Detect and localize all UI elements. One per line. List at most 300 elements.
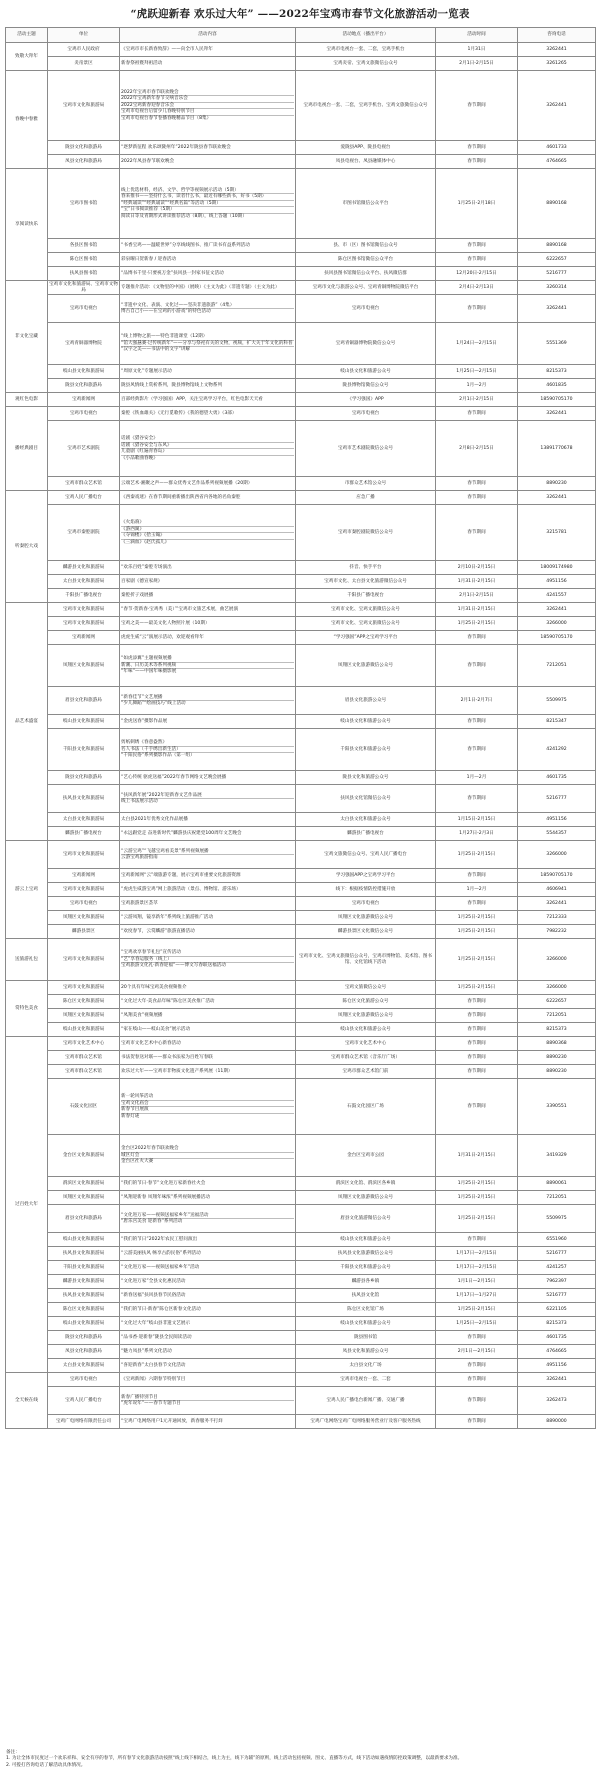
org-cell: 麟游县文化和旅游局 — [48, 561, 120, 575]
theme-cell: 过百姓大年 — [6, 1037, 48, 1373]
content-cell: “永远跟党走 奋进新时代”麟游县庆祝建党100周年文艺晚会 — [120, 827, 296, 841]
table-row — [6, 645, 596, 687]
content-line: 宝鸡市电视台春节卷播春晚精品节目（8集） — [121, 115, 212, 121]
org-cell: 岐山县文化和旅游局 — [48, 1233, 120, 1247]
table-row — [6, 925, 596, 939]
header-org: 单位 — [48, 28, 120, 43]
time-cell: 春节期间 — [436, 631, 518, 645]
table-row — [6, 1373, 596, 1387]
phone-cell: 18009174980 — [518, 561, 596, 575]
content-line: 新春灯谜 — [121, 1113, 140, 1119]
org-cell: 石鼓文化园区 — [48, 1079, 120, 1135]
content-cell — [120, 421, 296, 477]
table-row — [6, 631, 596, 645]
table-row — [6, 1051, 596, 1065]
time-cell: 1月25日-2月15日 — [436, 925, 518, 939]
place-cell: 岐山县文化和旅游公众号 — [296, 1233, 436, 1247]
table-row — [6, 1247, 596, 1261]
notes — [6, 1750, 594, 1769]
table-row — [6, 169, 596, 239]
content-line: 春来推书——坚持什么书，读者什么书，最近有哪些新书，好书（5期） — [121, 194, 294, 201]
table-row — [6, 869, 596, 883]
content-line: “宝”日书阅读推荐（5期） — [121, 207, 294, 214]
org-cell: 凤翔区文化和旅游局 — [48, 1009, 120, 1023]
notes-line-1: 1. 为让全体市民度过一个欢乐祥和、安全有序的春节，所有春节文化旅游活动按照“线上线下相结合，线上为主，线下为辅”的原则，线上活动包括视频、图文、直播等方式，线下活动如遇疫情防控政策调整，以最新要求为准。 — [6, 1756, 463, 1762]
content-line: “经典诵读”“经典诵读”“经典名篇”等活动（5期） — [121, 201, 294, 208]
place-cell: 千阳县文化和旅游公众号 — [296, 729, 436, 771]
org-cell: 宝鸡市群众艺术馆 — [48, 1051, 120, 1065]
time-cell: 春节期间 — [436, 1065, 518, 1079]
content-cell: “宝鸡广电网络用户1元开通回放，新春服务不打烊 — [120, 1415, 296, 1429]
time-cell: 1月25日-2月15日 — [436, 1177, 518, 1191]
phone-cell: 4241257 — [518, 1261, 596, 1275]
table-row — [6, 57, 596, 71]
theme-cell: 送旅游礼包 — [6, 939, 48, 981]
time-cell: 1月25日-2月15日 — [436, 1205, 518, 1233]
table-row — [6, 141, 596, 155]
place-cell: 太白县文化和旅游公众号 — [296, 813, 436, 827]
table-row — [6, 239, 596, 253]
content-cell: 宝鸡旅游景区荟萃 — [120, 897, 296, 911]
content-cell: “欢乐百姓”秦腔专场演出 — [120, 561, 296, 575]
content-cell — [120, 1387, 296, 1415]
place-cell: 宝鸡市文化、宝鸡文旅微信公众号 — [296, 617, 436, 631]
content-line: “扶风新年展”2022年迎新春文艺作品展 — [121, 793, 294, 800]
table-row — [6, 1233, 596, 1247]
phone-cell: 18590705170 — [518, 393, 596, 407]
place-cell: 扶风县图书馆微信公众平台、扶风微信群 — [296, 267, 436, 281]
content-cell: 20个具有年味宝鸡美食视频推介 — [120, 981, 296, 995]
place-cell: 县、市（区）图书馆微信公众号 — [296, 239, 436, 253]
place-cell: 宝鸡市秦腔剧院微信公众号 — [296, 505, 436, 561]
org-cell: 宝鸡市文化和旅游局 — [48, 841, 120, 869]
phone-cell: 4764665 — [518, 1345, 596, 1359]
table-row — [6, 981, 596, 995]
place-cell: 宝鸡文旅微信公众号、宝鸡人民广播电台 — [296, 841, 436, 869]
org-cell: 宝鸡新闻网 — [48, 869, 120, 883]
table-row — [6, 687, 596, 715]
phone-cell: 4601835 — [518, 379, 596, 393]
phone-cell: 6222657 — [518, 995, 596, 1009]
table-row — [6, 281, 596, 295]
table-row — [6, 1345, 596, 1359]
table-row — [6, 841, 596, 869]
page-title: “虎跃迎新春 欢乐过大年” ——2022年宝鸡市春节文化旅游活动一览表 — [130, 8, 470, 20]
time-cell: 1月25日-2月15日 — [436, 841, 518, 869]
header-time: 活动时间 — [436, 28, 518, 43]
org-cell: 千阳县文化和旅游局 — [48, 1261, 120, 1275]
table-row — [6, 421, 596, 477]
content-cell: 虎虎生威“云”演展示活动，欢迎观看拜年 — [120, 631, 296, 645]
content-line: 名人书法（千手绣出新生活） — [121, 747, 294, 754]
phone-cell: 18590705170 — [518, 869, 596, 883]
org-cell: 凤翔区文化和旅游局 — [48, 1191, 120, 1205]
content-cell — [120, 1135, 296, 1177]
phone-cell: 7212333 — [518, 911, 596, 925]
table-row — [6, 1359, 596, 1373]
phone-cell: 7212051 — [518, 645, 596, 687]
phone-cell: 4951156 — [518, 1359, 596, 1373]
content-cell: “魅力凤县”系列文化活动 — [120, 1345, 296, 1359]
phone-cell: 8890168 — [518, 239, 596, 253]
phone-cell: 3261265 — [518, 57, 596, 71]
phone-cell: 4241292 — [518, 729, 596, 771]
time-cell: 1月17日—1月27日 — [436, 1289, 518, 1303]
phone-cell: 5216777 — [518, 1247, 596, 1261]
content-cell — [120, 1205, 296, 1233]
time-cell: 春节期间 — [436, 1079, 518, 1135]
table-row — [6, 477, 596, 491]
org-cell: 宝鸡市文化和旅游局 — [48, 71, 120, 141]
org-cell: 宝鸡市电视台 — [48, 295, 120, 323]
org-cell: 宝鸡市文化和旅游局 — [48, 883, 120, 897]
time-cell: 春节期间 — [436, 407, 518, 421]
phone-cell: 5509975 — [518, 1205, 596, 1233]
content-cell: “凤翔美食”视频展播 — [120, 1009, 296, 1023]
time-cell: 1月24日—2月15日 — [436, 323, 518, 365]
org-cell: 太白县文化和旅游局 — [48, 575, 120, 589]
place-cell: 学习强国APP之宝鸡学习平台 — [296, 869, 436, 883]
content-cell — [120, 71, 296, 141]
phone-cell: 5216777 — [518, 267, 596, 281]
place-cell: 陈仓区文化馆广场 — [296, 1303, 436, 1317]
place-cell: 眉县文化旅游公众号 — [296, 687, 436, 715]
org-cell: 宝鸡市文化和旅游局 — [48, 981, 120, 995]
content-cell: “周原文化”专题展示活动 — [120, 365, 296, 379]
place-cell: 宝鸡市文化与旅游公众号、宝鸡青铜博物院微信平台 — [296, 281, 436, 295]
org-cell: 宝鸡市电视台 — [48, 897, 120, 911]
place-cell: 陈仓区图书馆微信公众平台 — [296, 253, 436, 267]
place-cell: 石鼓文化园区广场 — [296, 1079, 436, 1135]
table-row — [6, 939, 596, 981]
table-row — [6, 43, 596, 57]
org-cell: 岐山县文化和旅游局 — [48, 1023, 120, 1037]
content-line: “文化进万家——视频送福家乡年”送福活动 — [121, 1213, 294, 1220]
place-cell: 爱陇县APP、陇县电视台 — [296, 141, 436, 155]
header-theme: 活动主题 — [6, 28, 48, 43]
table-row — [6, 71, 596, 141]
org-cell: 炎帝景区 — [48, 57, 120, 71]
org-cell: 凤县文化和旅游局 — [48, 155, 120, 169]
content-cell: “凤翔迎新春 凤翔年味浓”系列视频展播活动 — [120, 1191, 296, 1205]
phone-cell: 3266000 — [518, 841, 596, 869]
phone-cell: 4601735 — [518, 1331, 596, 1345]
org-cell: 凤翔区文化和旅游局 — [48, 645, 120, 687]
place-cell: 岐山县文化和旅游公众号 — [296, 1317, 436, 1331]
table-header-row — [6, 28, 596, 43]
content-cell: 2022年凤县春节联欢晚会 — [120, 155, 296, 169]
phone-cell: 8890230 — [518, 477, 596, 491]
theme-cell: 享阅读快乐 — [6, 169, 48, 281]
place-cell: 渭滨区文化馆、渭滨区各乡镇 — [296, 1177, 436, 1191]
phone-cell: 18590705170 — [518, 631, 596, 645]
phone-cell: 5216777 — [518, 1289, 596, 1303]
table-row — [6, 785, 596, 813]
phone-cell: 4601735 — [518, 771, 596, 785]
place-cell: 扶风县文化旅游微信公众号 — [296, 1247, 436, 1261]
theme-cell: 品艺术盛宴 — [6, 603, 48, 841]
phone-cell: 8215373 — [518, 1023, 596, 1037]
theme-cell: 非文化宝藏 — [6, 281, 48, 393]
phone-cell: 3262441 — [518, 1373, 596, 1387]
content-cell: 百家剧《德宣家规》 — [120, 575, 296, 589]
phone-cell: 6221105 — [518, 1303, 596, 1317]
phone-cell: 3262441 — [518, 491, 596, 505]
org-cell: 宝鸡市电视台 — [48, 1373, 120, 1387]
table-row — [6, 1205, 596, 1233]
time-cell: 2月10日-2月15日 — [436, 561, 518, 575]
content-line: “线上博物之旅——特色非遗课堂（12期） — [121, 334, 294, 341]
content-cell: 宝鸡之美——最美文化人物照片展（10期） — [120, 617, 296, 631]
time-cell: 春节期间 — [436, 1387, 518, 1415]
phone-cell: 4606941 — [518, 883, 596, 897]
org-cell: 扶风县文化和旅游局 — [48, 785, 120, 813]
table-row — [6, 883, 596, 897]
phone-cell: 8890168 — [518, 169, 596, 239]
phone-cell: 4951156 — [518, 575, 596, 589]
org-cell: 宝鸡新闻网 — [48, 631, 120, 645]
table-row — [6, 1037, 596, 1051]
org-cell: 扶风县文化和旅游局 — [48, 1289, 120, 1303]
phone-cell: 8890230 — [518, 1065, 596, 1079]
content-cell: 宝鸡市文化艺术中心新春活动 — [120, 1037, 296, 1051]
phone-cell: 5544357 — [518, 827, 596, 841]
time-cell: 1月17日—2月15日 — [436, 1261, 518, 1275]
phone-cell: 4241557 — [518, 589, 596, 603]
place-cell: 太白县文化广场 — [296, 1359, 436, 1373]
table-row — [6, 505, 596, 561]
phone-cell: 7212051 — [518, 1009, 596, 1023]
time-cell: 春节期间 — [436, 1023, 518, 1037]
notes-line-2: 2. 可拨打咨询电话了解活动具体情况。 — [6, 1762, 86, 1768]
content-cell: 《宝鸡市市长新春致辞》——向全市人民拜年 — [120, 43, 296, 57]
theme-cell: 赏特色美食 — [6, 981, 48, 1037]
place-cell: 扶风县文化馆 — [296, 1289, 436, 1303]
table-row — [6, 995, 596, 1009]
place-cell: 抖音、快手平台 — [296, 561, 436, 575]
org-cell: 宝鸡市秦腔剧院 — [48, 505, 120, 561]
phone-cell: 3262441 — [518, 43, 596, 57]
content-cell: “云游美丽扶风 畅享古韵民俗”系列活动 — [120, 1247, 296, 1261]
place-cell: 应急广播 — [296, 491, 436, 505]
time-cell: 1月25日-2月15日 — [436, 911, 518, 925]
time-cell: 春节期间 — [436, 715, 518, 729]
content-cell — [120, 295, 296, 323]
table-row — [6, 1261, 596, 1275]
place-cell: 宝鸡市电视台 — [296, 897, 436, 911]
org-cell: 陇县文化和旅游局 — [48, 771, 120, 785]
place-cell: 凤翔区文化旅游微信公众号 — [296, 1009, 436, 1023]
content-cell: 专题推介活动：《文物里的中国》（展映）《主文为此》（非遗专题）（主文为此） — [120, 281, 296, 295]
content-line: “少儿舞蹈”“绘画技巧”线上活动 — [121, 701, 186, 707]
time-cell: 1月31日 — [436, 43, 518, 57]
content-cell: “文化进万家”全县文化惠民活动 — [120, 1275, 296, 1289]
content-cell: 云端艺术·湘聚之声——群众优秀文艺作品系列视频展播（20期） — [120, 477, 296, 491]
notes-label: 备注： — [6, 1750, 20, 1755]
org-cell: 宝鸡市图书馆 — [48, 169, 120, 239]
place-cell: 宝鸡青铜器博物院微信公众号 — [296, 323, 436, 365]
header-content: 活动内容 — [120, 28, 296, 43]
content-line: 云游宝鸡旅游指南 — [121, 855, 158, 861]
place-cell: 眉县文化旅游微信公众号 — [296, 1205, 436, 1233]
org-cell: 宝鸡新闻网 — [48, 393, 120, 407]
phone-cell: 3262441 — [518, 295, 596, 323]
phone-cell: 3266000 — [518, 617, 596, 631]
place-cell: 麟游县各乡镇 — [296, 1275, 436, 1289]
phone-cell: 8215373 — [518, 1317, 596, 1331]
place-cell: 岐山县文化和旅游公众号 — [296, 365, 436, 379]
phone-cell: 3262473 — [518, 1387, 596, 1415]
place-cell: 麟游县景区文化微信公众号 — [296, 925, 436, 939]
content-line: “新春佳节”文艺展播 — [121, 695, 294, 702]
time-cell: 1月25日-2月15日 — [436, 939, 518, 981]
content-line: 新春节目展演 — [121, 1107, 294, 1114]
place-cell: 千阳县文化和旅游公众号 — [296, 1261, 436, 1275]
phone-cell: 3262441 — [518, 407, 596, 421]
table-row — [6, 1079, 596, 1135]
org-cell: 千阳县文化和旅游局 — [48, 729, 120, 771]
content-cell: 百部经典影片（学习强国）APP，关注宝鸡学习平台，红色电影天天看 — [120, 393, 296, 407]
time-cell: 春节期间 — [436, 491, 518, 505]
phone-cell: 5509975 — [518, 687, 596, 715]
content-line: 宝鸡文化庙会 — [121, 1101, 294, 1108]
org-cell: 岐山县文化和旅游局 — [48, 1317, 120, 1331]
content-line: 新春广播特别节目 — [121, 1395, 294, 1402]
content-line: “汉字之美——书法中的文字”讲解 — [121, 347, 191, 353]
content-cell: 太白县2021年优秀文化作品展播 — [120, 813, 296, 827]
place-cell: “学习强国”APP之宝鸡学习平台 — [296, 631, 436, 645]
time-cell: 春节期间 — [436, 505, 518, 561]
content-line: 新一轮风筝活动 — [121, 1094, 294, 1101]
table-row — [6, 1289, 596, 1303]
table-row — [6, 1331, 596, 1345]
phone-cell: 3266000 — [518, 939, 596, 981]
activity-table — [5, 27, 596, 1429]
place-cell: 宝鸡文旅微信公众号 — [296, 981, 436, 995]
place-cell: 宝鸡人民广播电台新闻广播、交通广播 — [296, 1387, 436, 1415]
content-cell: 彩泉曜日贺新春 / 迎春活动 — [120, 253, 296, 267]
time-cell: 春节期间 — [436, 1051, 518, 1065]
time-cell: 2月1日-2月15日 — [436, 57, 518, 71]
org-cell: 宝鸡市人民政府 — [48, 43, 120, 57]
time-cell: 春节期间 — [436, 1331, 518, 1345]
time-cell: 春节期间 — [436, 141, 518, 155]
content-cell: “品博书千里·只要祝万金”扶风县一封家书征文活动 — [120, 267, 296, 281]
phone-cell: 3215781 — [518, 505, 596, 561]
place-cell: 千阳县广播电视台 — [296, 589, 436, 603]
org-cell: 太白县文化和旅游局 — [48, 1359, 120, 1373]
table-row — [6, 1303, 596, 1317]
time-cell: 1月—2月 — [436, 883, 518, 897]
table-row — [6, 827, 596, 841]
phone-cell: 8890061 — [518, 1177, 596, 1191]
time-cell: 春节期间 — [436, 995, 518, 1009]
phone-cell: 8890368 — [518, 1037, 596, 1051]
table-row — [6, 575, 596, 589]
place-cell: 市图书馆微信公众平台 — [296, 169, 436, 239]
content-cell — [120, 323, 296, 365]
org-cell: 陈仓区图书馆 — [48, 253, 120, 267]
content-line: 2022年宝鸡新年春节交响音乐会 — [121, 96, 294, 103]
time-cell: 2月4日-2月13日 — [436, 281, 518, 295]
org-cell: 宝鸡市文化和旅游局 — [48, 603, 120, 617]
phone-cell: 3262441 — [518, 603, 596, 617]
content-cell — [120, 841, 296, 869]
phone-cell: 8890230 — [518, 1051, 596, 1065]
org-cell: 宝鸡人民广播电台 — [48, 1387, 120, 1415]
content-cell: 秦腔《铁血雄关》《无行觅歌传》《我的德望大勇》（3部） — [120, 407, 296, 421]
org-cell: 渭滨区文化和旅游局 — [48, 1177, 120, 1191]
time-cell: 1月25日-2月15日 — [436, 981, 518, 995]
table-row — [6, 393, 596, 407]
content-line: 《三滴血》《赵氏孤儿》 — [121, 539, 170, 545]
table-row — [6, 589, 596, 603]
theme-cell: 全天候在线 — [6, 1373, 48, 1429]
content-line: 新潮、日历美术等系列视频 — [121, 663, 294, 670]
place-cell: 宝鸡炎帝、宝鸡文旅微信公众号 — [296, 57, 436, 71]
org-cell: 麟游县广播电视台 — [48, 827, 120, 841]
org-cell: 宝鸡市文化艺术中心 — [48, 1037, 120, 1051]
time-cell: 1月25日-2月18日 — [436, 169, 518, 239]
org-cell: 太白县文化和旅游局 — [48, 813, 120, 827]
org-cell: 扶风县文化和旅游局 — [48, 1247, 120, 1261]
content-cell: 陇县风情线上赏析系列，陇县博物馆线上文物系列 — [120, 379, 296, 393]
place-cell: 麟游县广播电视台 — [296, 827, 436, 841]
phone-cell: 3419329 — [518, 1135, 596, 1177]
content-line: 线上书法展示活动 — [121, 799, 158, 805]
time-cell: 2月1日—2月15日 — [436, 1345, 518, 1359]
phone-cell: 3266000 — [518, 981, 596, 995]
org-cell: 陇县文化和旅游局 — [48, 1331, 120, 1345]
table-row — [6, 295, 596, 323]
content-line: “千阳民俗”系列摄影作品（第一组） — [121, 753, 195, 759]
place-cell: 岐山县文化和旅游公众号 — [296, 1023, 436, 1037]
place-cell: 宝鸡市文化、宝鸡文旅微信公众号，宝鸡市博物馆、美术馆、图书馆、文化馆线下活动 — [296, 939, 436, 981]
theme-cell: 游云上宝鸡 — [6, 841, 48, 939]
place-cell: 宝鸡市电视台 — [296, 295, 436, 323]
content-cell: 《西秦戏迷》在春节期间重新播出陕西省内各地的名角秦腔 — [120, 491, 296, 505]
content-cell: 秦腔折子戏展播 — [120, 589, 296, 603]
phone-cell: 7982232 — [518, 925, 596, 939]
content-line: 2022年宝鸡市春节联欢晚会 — [121, 90, 294, 97]
place-cell: 宝鸡市群众艺术馆（音乐厅广场） — [296, 1051, 436, 1065]
time-cell: 春节期间 — [436, 1373, 518, 1387]
content-cell: “文化过大年”岐山县非遗文艺展示 — [120, 1317, 296, 1331]
time-cell: 春节期间 — [436, 295, 518, 323]
content-cell: “书香宝鸡——温暖世界”分享线线图书、推广读书有益系列活动 — [120, 239, 296, 253]
org-cell: 麟游县景区 — [48, 925, 120, 939]
time-cell: 春节期间 — [436, 1233, 518, 1247]
time-cell: 春节期间 — [436, 71, 518, 141]
content-cell — [120, 939, 296, 981]
table-row — [6, 407, 596, 421]
content-line: 剪纸刺绣《春意盎然》 — [121, 740, 294, 747]
content-line: 2022宝鸡新春迎春音乐会 — [121, 103, 294, 110]
content-line: 金台区2022年春节联欢晚会 — [121, 1146, 294, 1153]
org-cell: 宝鸡市群众艺术馆 — [48, 477, 120, 491]
content-cell: “逐梦新征程 欢乐颂陇州年”2022年陇县春节联欢晚会 — [120, 141, 296, 155]
table-row — [6, 813, 596, 827]
content-line: 《火焰驹》 — [121, 520, 294, 527]
place-cell: 宝鸡市群众艺术馆门前 — [296, 1065, 436, 1079]
place-cell: 宝鸡市电视台一套、二套，宝鸡手机台、宝鸡文旅微信公众号 — [296, 71, 436, 141]
org-cell: 宝鸡广电网络有限责任公司 — [48, 1415, 120, 1429]
time-cell: 春节期间 — [436, 729, 518, 771]
content-cell: “我们的节日”2022年农民工慰问演出 — [120, 1233, 296, 1247]
table-row — [6, 491, 596, 505]
content-cell: “金虎送春”摄影作品展 — [120, 715, 296, 729]
place-cell: 陇县文化和旅游公众号 — [296, 771, 436, 785]
